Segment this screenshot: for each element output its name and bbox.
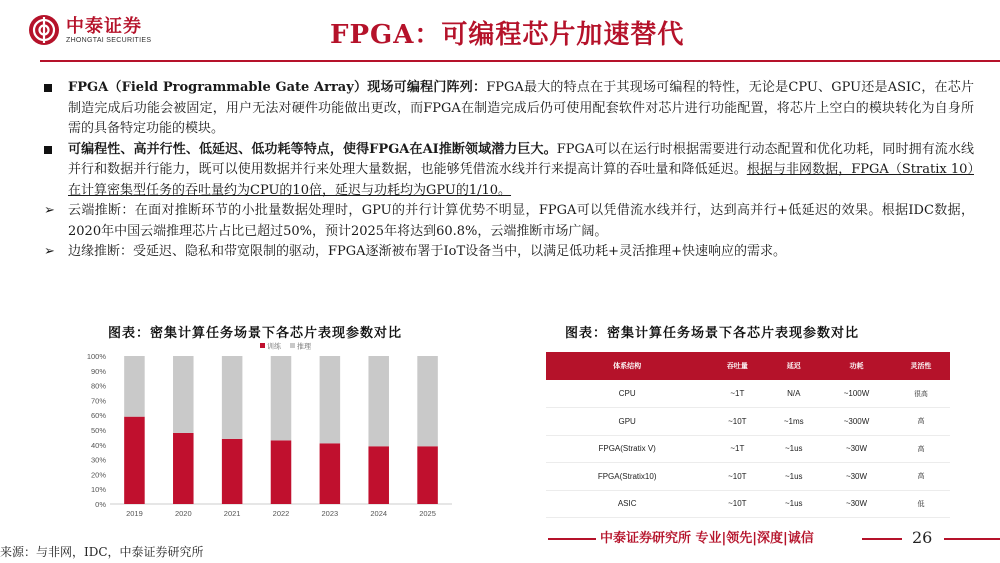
- legend-swatch: [290, 343, 295, 348]
- table-cell: 高: [892, 463, 950, 491]
- bar-inference: [173, 356, 194, 433]
- y-tick-label: 80%: [90, 381, 106, 391]
- legend-label: 推理: [297, 342, 311, 351]
- table-header-row: [546, 352, 950, 380]
- bar-training: [320, 443, 341, 504]
- bullet-item: [44, 140, 974, 202]
- x-tick-label: 2024: [370, 509, 388, 518]
- left-chart-title: 图表：密集计算任务场景下各芯片表现参数对比: [108, 326, 403, 341]
- table-cell: 高: [892, 435, 950, 463]
- bar-training: [124, 417, 145, 504]
- brand-name-en: ZHONGTAI SECURITIES: [66, 36, 152, 44]
- stacked-bar-chart: [80, 340, 460, 530]
- bar-training: [173, 433, 194, 504]
- bar-training: [271, 440, 292, 504]
- bullet-item: [44, 78, 974, 140]
- bar-training: [368, 446, 389, 504]
- table-cell: ~10T: [708, 490, 766, 518]
- y-tick-label: 30%: [90, 455, 106, 465]
- bar-training: [222, 439, 243, 504]
- bullet-lead: FPGA（Field Programmable Gate Array）现场可编程门阵列：: [68, 80, 487, 95]
- table-cell: ~30W: [821, 490, 892, 518]
- table-cell: FPGA(Stratix V): [546, 435, 708, 463]
- sub-bullet-text: 边缘推断：受延迟、隐私和带宽限制的驱动，FPGA逐渐被布署于IoT设备当中，以满足低功耗+灵活推理+快速响应的需求。: [68, 244, 786, 259]
- page-title: FPGA：可编程芯片加速替代: [330, 20, 685, 50]
- footer-rule-right: [944, 538, 1000, 540]
- chip-comparison-table: [546, 352, 950, 518]
- arrow-bullet-icon: ➢: [44, 244, 55, 259]
- table-header: 灵活性: [910, 363, 932, 370]
- logo-mark-icon: [28, 14, 60, 46]
- brand-logo: [28, 14, 151, 46]
- table-cell: GPU: [546, 408, 708, 436]
- source-note: 来源：与非网，IDC，中泰证券研究所: [0, 545, 204, 559]
- sub-bullet-item: [44, 201, 974, 242]
- x-tick-label: 2022: [272, 509, 290, 518]
- chart-canvas: [80, 340, 460, 530]
- bar-inference: [271, 356, 292, 440]
- table-cell: ASIC: [546, 490, 708, 518]
- bar-inference: [417, 356, 438, 446]
- table-cell: ~1us: [766, 435, 821, 463]
- bar-training: [417, 446, 438, 504]
- y-tick-label: 40%: [90, 440, 106, 450]
- table-cell: 高: [892, 408, 950, 436]
- y-tick-label: 90%: [90, 366, 106, 376]
- y-tick-label: 10%: [90, 485, 106, 495]
- table-header: 体系结构: [613, 363, 642, 370]
- x-tick-label: 2023: [321, 509, 339, 518]
- footer-rule-left: [548, 538, 596, 540]
- table-header: 吞吐量: [726, 363, 748, 370]
- table-cell: ~30W: [821, 463, 892, 491]
- y-tick-label: 100%: [86, 352, 106, 361]
- table-header: 延迟: [786, 363, 801, 370]
- table-cell: N/A: [766, 380, 821, 408]
- bar-inference: [124, 356, 145, 417]
- table-row: [546, 380, 950, 408]
- table-cell: FPGA(Stratix10): [546, 463, 708, 491]
- brand-name-cn: 中泰证券: [66, 15, 142, 37]
- sub-bullet-item: [44, 242, 974, 263]
- table-row: [546, 435, 950, 463]
- x-tick-label: 2021: [223, 509, 241, 518]
- table-cell: ~1T: [708, 435, 766, 463]
- y-tick-label: 70%: [90, 396, 106, 406]
- bullet-text: FPGA最大的特点在于其现场可编程的特性，无论是CPU、GPU还是ASIC，在芯片制造完成后功能会被固定，用户无法对硬件功能做出更改，而FPGA在制造完成后仍可使用配套软件对芯片进行功能配置，将芯片上空白的模块转化为自身所需的具备特定功能的模块。: [68, 80, 974, 136]
- table-cell: 低: [892, 490, 950, 518]
- table-header: 功耗: [849, 363, 864, 370]
- table-cell: ~30W: [821, 435, 892, 463]
- right-chart-title: 图表：密集计算任务场景下各芯片表现参数对比: [565, 326, 860, 341]
- x-tick-label: 2019: [126, 509, 143, 518]
- footer-rule-mid: [862, 538, 902, 540]
- table-row: [546, 463, 950, 491]
- footer-tagline: 中泰证券研究所 专业|领先|深度|诚信: [600, 531, 814, 546]
- legend-label: 训练: [267, 342, 281, 351]
- table-cell: ~300W: [821, 408, 892, 436]
- table-row: [546, 490, 950, 518]
- arrow-bullet-icon: ➢: [44, 203, 55, 218]
- bullet-lead: 可编程性、高并行性、低延迟、低功耗等特点，使得FPGA在AI推断领域潜力巨大。: [68, 141, 557, 157]
- y-tick-label: 20%: [90, 470, 106, 480]
- bullet-underlined-text: 根据与非网数据，FPGA（Stratix 10）在计算密集型任务的吞吐量约为CPU的10倍，延迟与功耗均为GPU的1/10。: [68, 162, 974, 198]
- bar-inference: [320, 356, 341, 443]
- square-bullet-icon: [44, 84, 52, 92]
- square-bullet-icon: [44, 146, 52, 154]
- table-cell: ~10T: [708, 408, 766, 436]
- table-cell: ~1us: [766, 463, 821, 491]
- y-tick-label: 60%: [90, 411, 106, 421]
- x-tick-label: 2025: [419, 509, 436, 518]
- bullet-list: [44, 78, 974, 263]
- sub-bullet-text: 云端推断：在面对推断环节的小批量数据处理时，GPU的并行计算优势不明显，FPGA可以凭借流水线并行，达到高并行+低延迟的效果。根据IDC数据，2020年中国云端推理芯片占比已超过50%，预计2025年将达到60.8%，云端推断市场广阔。: [68, 203, 974, 239]
- table-cell: CPU: [546, 380, 708, 408]
- table-cell: ~10T: [708, 463, 766, 491]
- bullet-text: FPGA可以在运行时根据需要进行动态配置和优化功耗，同时拥有流水线并行和数据并行能力，既可以使用数据并行来处理大量数据，也能够凭借流水线并行来提高计算的吞吐量和降低延迟。: [68, 141, 974, 177]
- table-cell: 很高: [892, 380, 950, 408]
- page-number: 26: [912, 528, 933, 547]
- y-tick-label: 50%: [90, 426, 106, 435]
- table-row: [546, 408, 950, 436]
- bar-inference: [368, 356, 389, 446]
- x-tick-label: 2020: [174, 509, 192, 518]
- bar-inference: [222, 356, 243, 439]
- title-divider: [40, 60, 1000, 62]
- table-cell: ~1us: [766, 490, 821, 518]
- legend-swatch: [260, 343, 265, 348]
- table-cell: ~1T: [708, 380, 766, 408]
- table-cell: ~1ms: [766, 408, 821, 436]
- table-cell: ~100W: [821, 380, 892, 408]
- y-tick-label: 0%: [95, 500, 106, 509]
